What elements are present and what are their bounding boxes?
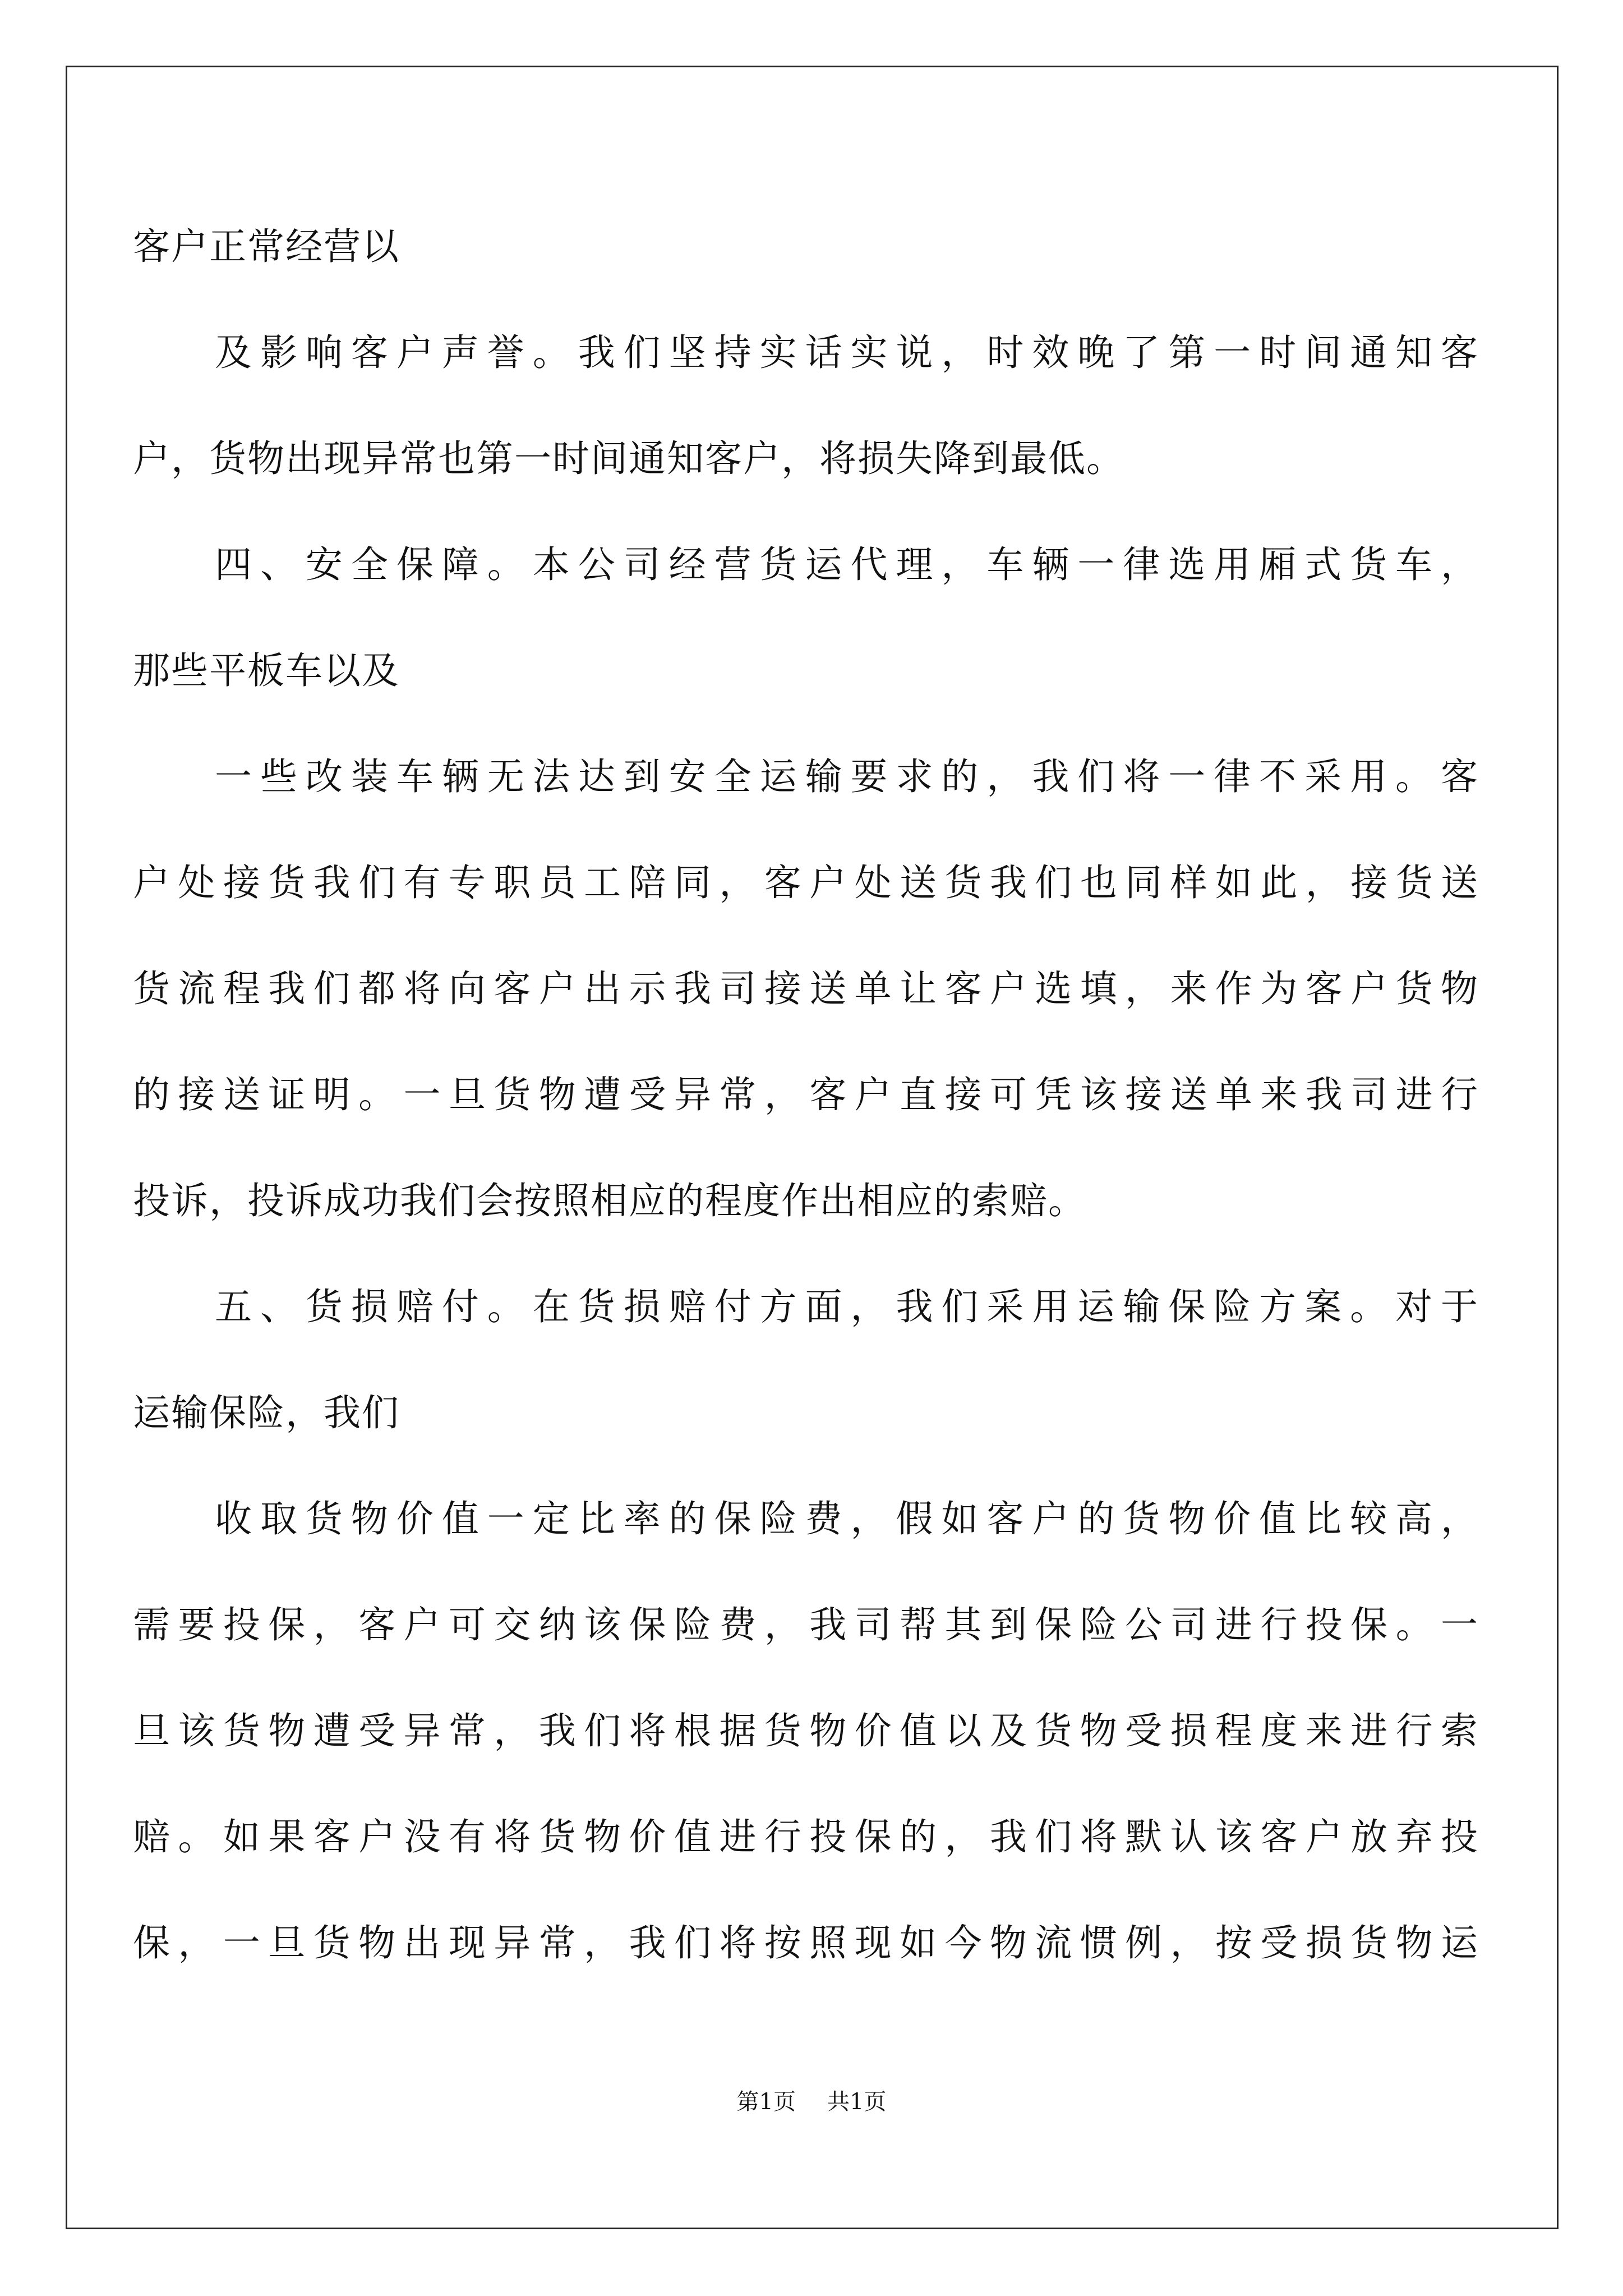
page-footer: [0, 2085, 1623, 2119]
text-line: 四、安全保障。本公司经营货运代理，车辆一律选用厢式货车，: [215, 543, 1479, 586]
page-total: 共1页: [827, 2089, 887, 2115]
text-line: 户处接货我们有专职员工陪同，客户处送货我们也同样如此，接货送: [133, 861, 1479, 904]
page-number: 第1页: [736, 2089, 796, 2115]
text-line: 赔。如果客户没有将货物价值进行投保的，我们将默认该客户放弃投: [133, 1815, 1479, 1858]
text-line: 客户正常经营以: [133, 225, 400, 268]
text-line: 的接送证明。一旦货物遭受异常，客户直接可凭该接送单来我司进行: [133, 1073, 1479, 1116]
text-line: 旦该货物遭受异常，我们将根据货物价值以及货物受损程度来进行索: [133, 1709, 1479, 1752]
text-line: 货流程我们都将向客户出示我司接送单让客户选填，来作为客户货物: [133, 967, 1479, 1010]
text-line: 及影响客户声誉。我们坚持实话实说，时效晚了第一时间通知客: [215, 331, 1479, 374]
text-line: 那些平板车以及: [133, 649, 400, 692]
text-line: 一些改装车辆无法达到安全运输要求的，我们将一律不采用。客: [215, 755, 1479, 798]
text-line: 保，一旦货物出现异常，我们将按照现如今物流惯例，按受损货物运: [133, 1921, 1479, 1964]
text-line: 五、货损赔付。在货损赔付方面，我们采用运输保险方案。对于: [215, 1285, 1479, 1328]
text-line: 投诉，投诉成功我们会按照相应的程度作出相应的索赔。: [133, 1179, 1086, 1222]
text-line: 需要投保，客户可交纳该保险费，我司帮其到保险公司进行投保。一: [133, 1603, 1479, 1646]
text-line: 运输保险，我们: [133, 1391, 400, 1434]
text-line: 收取货物价值一定比率的保险费，假如客户的货物价值比较高，: [215, 1497, 1479, 1540]
text-line: 户，货物出现异常也第一时间通知客户，将损失降到最低。: [133, 437, 1124, 480]
page-border: [66, 66, 1559, 2229]
